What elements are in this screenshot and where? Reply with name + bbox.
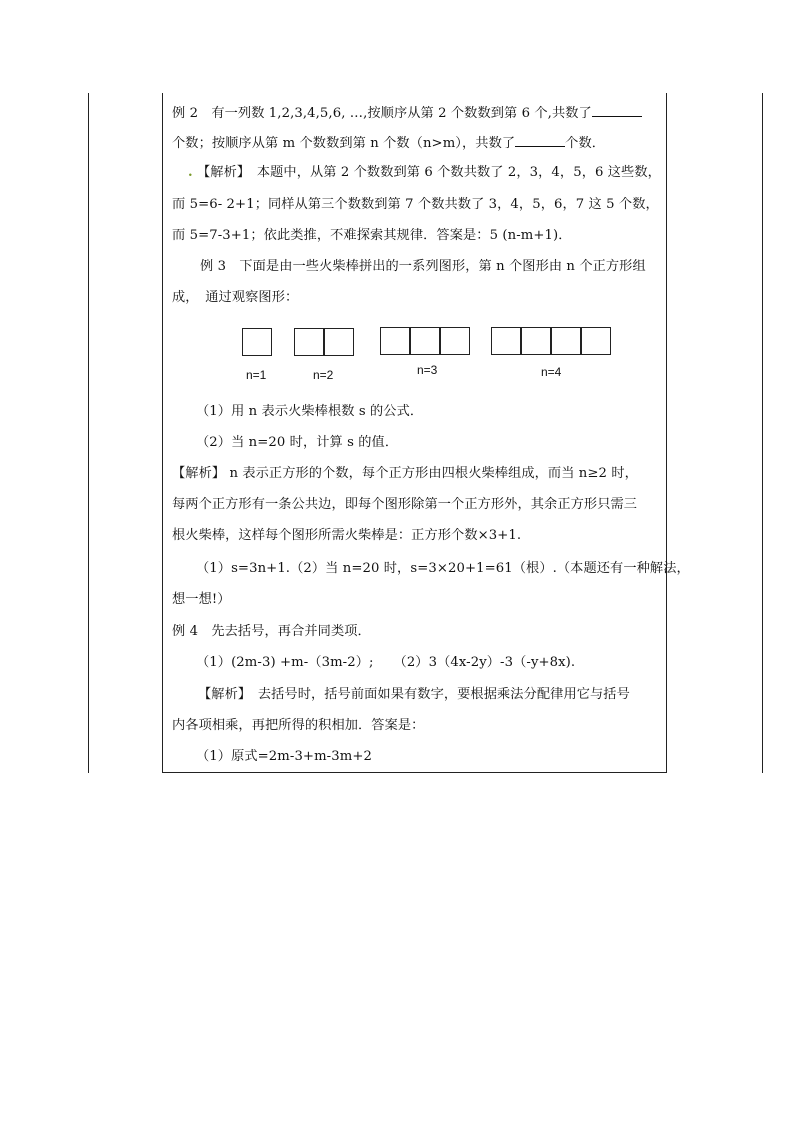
example4-analysis-line1: 【解析】 去括号时，括号前面如果有数字，要根据乘法分配律用它与括号 <box>198 687 630 702</box>
table-border-bottom <box>162 772 667 773</box>
example3-analysis-line3: 根火柴棒，这样每个图形所需火柴棒是：正方形个数×3+1. <box>172 528 522 543</box>
example2-text: 例 2 有一列数 1,2,3,4,5,6, …,按顺序从第 2 个数数到第 6 个,共数了 <box>172 106 592 121</box>
table-border-col1 <box>162 93 163 773</box>
matchstick-square <box>581 327 611 355</box>
example3-question2: （2）当 n=20 时，计算 s 的值． <box>196 435 399 450</box>
example2-line1 <box>172 103 642 123</box>
example2-analysis-line3: 而 5=7-3+1；依此类推，不难探索其规律．答案是：5 (n-m+1)． <box>172 228 572 243</box>
figure-label-n2: n=2 <box>313 368 334 382</box>
matchstick-square <box>440 327 470 355</box>
example3-question1: （1）用 n 表示火柴棒根数 s 的公式． <box>196 404 424 419</box>
example4-analysis-line2: 内各项相乘，再把所得的积相加．答案是： <box>172 718 425 733</box>
example2-analysis-line1 <box>188 164 661 182</box>
example3-analysis-line2: 每两个正方形有一条公共边，即每个图形除第一个正方形外，其余正方形只需三 <box>172 497 638 512</box>
example2-text: 个数． <box>565 136 606 151</box>
example3-line1: 例 3 下面是由一些火柴棒拼出的一系列图形，第 n 个图形由 n 个正方形组 <box>200 259 646 274</box>
figure-label-n4: n=4 <box>541 365 562 379</box>
example4-line1: 例 4 先去括号，再合并同类项． <box>172 624 371 639</box>
matchstick-square <box>242 328 272 356</box>
example2-analysis-line2: 而 5=6- 2+1；同样从第三个数数到第 7 个数共数了 3，4，5，6，7 这 5 个数， <box>172 197 659 212</box>
table-border-col2 <box>666 93 667 773</box>
matchstick-square <box>521 327 551 355</box>
example3-answer-line1: （1）s=3n+1.（2）当 n=20 时，s=3×20+1=61（根）.（本题还有一种解法， <box>196 561 690 576</box>
matchstick-square <box>324 328 354 356</box>
figure-label-n1: n=1 <box>246 368 267 382</box>
analysis-text: 【解析】 本题中，从第 2 个数数到第 6 个数共数了 2，3，4，5，6 这些数， <box>197 165 661 180</box>
example2-line2 <box>172 133 605 153</box>
answer-blank <box>592 103 642 117</box>
example3-answer-line2: 想一想!） <box>172 592 231 607</box>
matchstick-square <box>410 327 440 355</box>
table-border-left <box>88 93 89 773</box>
matchstick-square <box>294 328 324 356</box>
example4-answer-line1: （1）原式=2m-3+m-3m+2 <box>196 749 372 764</box>
dot-mark: . <box>188 165 193 180</box>
matchstick-square <box>491 327 521 355</box>
example3-analysis-line1: 【解析】 n 表示正方形的个数，每个正方形由四根火柴棒组成，而当 n≥2 时， <box>172 466 638 481</box>
figure-label-n3: n=3 <box>417 363 438 377</box>
example2-text: 个数；按顺序从第 m 个数数到第 n 个数（n>m），共数了 <box>172 136 516 151</box>
example4-line2: （1）(2m-3) +m-（3m-2）; （2）3（4x-2y）-3（-y+8x). <box>196 655 576 670</box>
matchstick-square <box>551 327 581 355</box>
example3-line2: 成， 通过观察图形： <box>172 290 299 305</box>
table-border-right <box>762 93 763 773</box>
matchstick-square <box>380 327 410 355</box>
answer-blank <box>515 133 565 147</box>
